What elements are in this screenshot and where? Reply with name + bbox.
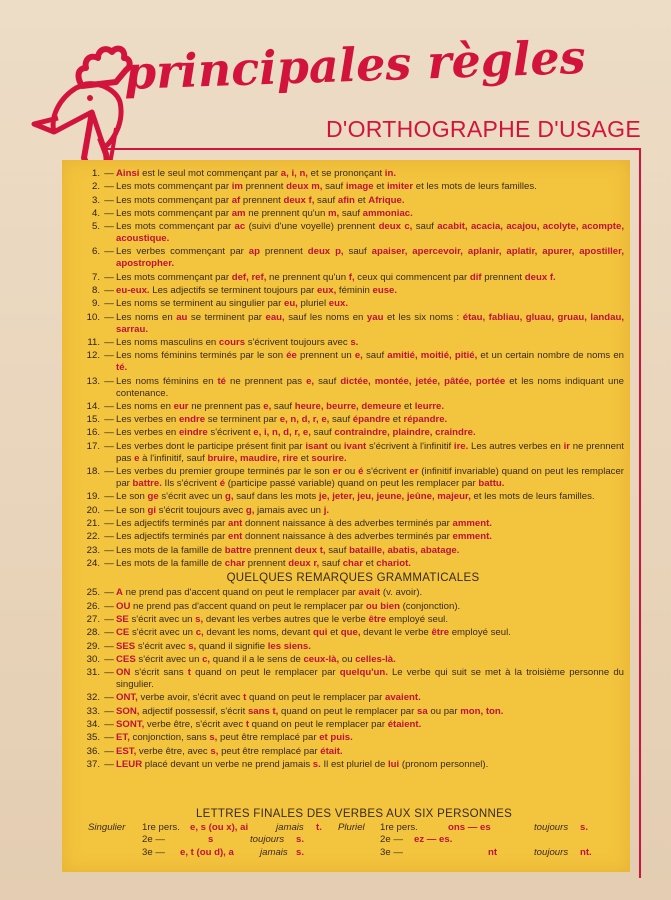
pl-final: s. (580, 821, 589, 833)
rule-item (82, 466, 624, 490)
rule-item (82, 614, 624, 626)
rule-dash: — (104, 692, 114, 704)
rule-item (82, 732, 624, 744)
rule-text: ET, conjonction, sans s, peut être remplacé par et puis. (116, 732, 353, 744)
sg-note: jamais (276, 821, 304, 833)
pl-ending: ons — es (448, 821, 491, 833)
rule-dash: — (104, 667, 114, 679)
rule-text: EST, verbe être, avec s, peut être remplacé par était. (116, 745, 343, 757)
rule-number: 31. (86, 667, 100, 679)
rule-number: 21. (86, 517, 100, 529)
rule-text: Les verbes dont le participe présent finit par isant ou ivant s'écrivent à l'infinitif ire. Les autres verbes en ir ne prennent pas e à l'infinitif, sauf bruire, maudire, rire et sourire. (116, 440, 624, 464)
pl-person: 2e — (380, 834, 403, 846)
rule-number: 8. (91, 285, 100, 297)
rule-item (82, 759, 624, 771)
rule-dash: — (104, 705, 114, 717)
rule-number: 35. (86, 732, 100, 744)
rule-text: CE s'écrit avec un c, devant les noms, devant qui et que, devant le verbe être employé seul. (116, 627, 511, 639)
rule-number: 11. (87, 336, 100, 348)
rule-item (82, 401, 624, 413)
rule-number: 6. (91, 246, 100, 258)
rule-item (82, 558, 624, 570)
rule-number: 1. (91, 168, 100, 179)
rule-number: 23. (86, 544, 100, 556)
rule-item (82, 719, 624, 731)
pl-note: toujours (534, 846, 569, 858)
rule-item (82, 587, 624, 599)
rule-dash: — (104, 653, 114, 665)
title-subtitle: D'ORTHOGRAPHE D'USAGE (326, 116, 641, 142)
rule-item (82, 195, 624, 207)
rule-number: 19. (86, 491, 100, 503)
rule-item (82, 414, 624, 426)
rule-text: Les adjectifs terminés par ent donnent naissance à des adverbes terminés par emment. (116, 531, 492, 543)
rule-item (82, 285, 624, 297)
rule-number: 29. (86, 640, 100, 652)
rule-item (82, 531, 624, 543)
rule-text: Les noms en eur ne prennent pas e, sauf heure, beurre, demeure et leurre. (116, 400, 445, 412)
rule-dash: — (104, 311, 114, 323)
rule-dash: — (104, 732, 114, 744)
rule-text: Les verbes du premier groupe terminés par le son er ou é s'écrivent er (infinitif invariable) quand on peut les remplacer par battre. Ils s'écrivent é (participe passé variable) quand on peut les remplacer par battu. (116, 466, 624, 490)
rule-text: Le son ge s'écrit avec un g, sauf dans les mots je, jeter, jeu, jeune, jeûne, majeur, et les mots de leurs familles. (116, 491, 595, 503)
rule-text: Les noms en au se terminent par eau, sauf les noms en yau et les six noms : étau, fabliau, gluau, gruau, landau, sarrau. (116, 311, 624, 335)
rule-dash: — (104, 221, 114, 233)
rule-item (82, 601, 624, 613)
rule-number: 10. (86, 311, 100, 323)
rule-number: 27. (86, 613, 100, 625)
rule-text: SES s'écrit avec s, quand il signifie les siens. (116, 640, 311, 652)
rule-dash: — (104, 745, 114, 757)
rule-dash: — (104, 627, 114, 639)
rules-group (82, 168, 624, 570)
rule-dash: — (104, 207, 114, 219)
rule-text: ON s'écrit sans t quand on peut le remplacer par quelqu'un. Le verbe qui suit se met à la troisième personne du singulier. (116, 667, 625, 691)
rule-text: Les verbes commençant par ap prennent deux p, sauf apaiser, apercevoir, aplanir, aplatir, apurer, apostiller, apostropher. (116, 246, 624, 270)
rule-dash: — (104, 414, 114, 426)
pl-person: 3e — (380, 846, 403, 858)
rule-dash: — (104, 181, 114, 193)
rule-item (82, 181, 624, 193)
title-script: principales règles (123, 29, 587, 100)
pl-final: nt. (580, 846, 592, 858)
rule-dash: — (104, 400, 114, 412)
rule-dash: — (104, 613, 114, 625)
rule-text: eu-eux. Les adjectifs se terminent toujours par eux, féminin euse. (116, 285, 398, 297)
rule-text: ONT, verbe avoir, s'écrit avec t quand on peut le remplacer par avaient. (116, 692, 421, 704)
rule-item (82, 518, 624, 530)
sg-note: jamais (260, 846, 288, 858)
rules-list (82, 168, 624, 772)
rule-number: 33. (86, 705, 100, 717)
rule-item (82, 491, 624, 503)
rule-dash: — (104, 640, 114, 652)
rule-item (82, 654, 624, 666)
rule-text: Ainsi est le seul mot commençant par a, i, n, et se prononçant in. (116, 168, 396, 179)
rule-text: Les verbes en endre se terminent par e, n, d, r, e, sauf épandre et répandre. (116, 414, 448, 426)
rule-item (82, 168, 624, 180)
rule-text: SON, adjectif possessif, s'écrit sans t, quand on peut le remplacer par sa ou par mon, ton. (116, 705, 504, 717)
rule-dash: — (104, 194, 114, 206)
rule-number: 9. (91, 298, 100, 310)
sg-person: 2e — (142, 834, 165, 846)
sg-person: 1re pers. (142, 821, 180, 833)
rule-dash: — (104, 504, 114, 516)
rule-number: 37. (86, 758, 100, 770)
rule-dash: — (104, 491, 114, 503)
rule-dash: — (104, 336, 114, 348)
rule-text: Les noms féminins en té ne prennent pas e, sauf dictée, montée, jetée, pâtée, portée et les noms indiquant une contenance. (116, 375, 624, 399)
rule-item (82, 627, 624, 639)
rule-text: SONT, verbe être, s'écrit avec t quand on peut le remplacer par étaient. (116, 719, 422, 730)
sg-ending: e, s (ou x), ai (190, 821, 249, 833)
rule-dash: — (104, 168, 114, 179)
rule-number: 26. (86, 600, 100, 612)
rule-item (82, 246, 624, 270)
rule-text: CES s'écrit avec un c, quand il a le sens de ceux-là, ou celles-là. (116, 653, 396, 665)
rule-number: 28. (86, 627, 100, 639)
rule-number: 13. (86, 375, 100, 387)
rule-item (82, 706, 624, 718)
rule-text: Les mots de la famille de battre prennent deux t, sauf bataille, abatis, abatage. (116, 544, 460, 556)
frame-line-top (104, 148, 641, 150)
rule-number: 24. (86, 557, 100, 569)
rule-dash: — (104, 271, 114, 283)
rule-item (82, 505, 624, 517)
rule-dash: — (104, 440, 114, 452)
verb-row-1 (84, 822, 624, 835)
rule-text: OU ne prend pas d'accent quand on peut le remplacer par ou bien (conjonction). (116, 600, 461, 612)
rule-item (82, 376, 624, 400)
rule-text: A ne prend pas d'accent quand on peut le remplacer par avait (v. avoir). (116, 587, 423, 599)
rule-dash: — (104, 298, 114, 310)
rule-dash: — (104, 719, 114, 730)
rule-item (82, 641, 624, 653)
pl-ending: nt (488, 846, 498, 858)
rule-item (82, 427, 624, 439)
verb-row-2 (84, 834, 624, 847)
rule-number: 22. (86, 531, 100, 543)
rule-dash: — (104, 285, 114, 297)
singulier-label: Singulier (88, 821, 126, 833)
rule-dash: — (104, 246, 114, 258)
sg-ending: e, t (ou d), a (180, 846, 234, 858)
pl-person: 1re pers. (380, 821, 418, 833)
sg-person: 3e — (142, 846, 165, 858)
rule-text: Les noms masculins en cours s'écrivent toujours avec s. (116, 336, 359, 348)
rule-number: 3. (91, 194, 100, 206)
pluriel-label: Pluriel (338, 821, 365, 833)
rule-dash: — (104, 557, 114, 569)
rule-text: Les mots commençant par ac (suivi d'une voyelle) prennent deux c, sauf acabit, acacia, acajou, acolyte, acompte, acoustique. (116, 221, 624, 245)
rule-text: Les verbes en eindre s'écrivent e, i, n, d, r, e, sauf contraindre, plaindre, craindre. (116, 427, 476, 439)
rule-text: Les mots commençant par af prennent deux f, sauf afin et Afrique. (116, 194, 405, 206)
rule-dash: — (104, 531, 114, 543)
pl-ending: ez — es. (414, 834, 453, 846)
rule-item (82, 312, 624, 336)
frame-line-right (639, 148, 641, 878)
verb-endings-title: LETTRES FINALES DES VERBES AUX SIX PERSONNES (195, 808, 513, 820)
section-heading: QUELQUES REMARQUES GRAMMATICALES (226, 571, 480, 584)
rule-dash: — (104, 587, 114, 599)
rule-dash: — (104, 375, 114, 387)
rule-text: SE s'écrit avec un s, devant les verbes autres que le verbe être employé seul. (116, 613, 448, 625)
rule-number: 32. (86, 692, 100, 704)
rule-item (82, 746, 624, 758)
rule-number: 4. (91, 207, 100, 219)
rule-number: 15. (86, 414, 100, 426)
rule-dash: — (104, 600, 114, 612)
rule-number: 2. (91, 181, 100, 193)
rule-dash: — (104, 544, 114, 556)
rule-number: 12. (86, 350, 100, 362)
rule-item (82, 208, 624, 220)
rule-item (82, 545, 624, 557)
pl-note: toujours (534, 821, 569, 833)
rule-text: Les mots commençant par def, ref, ne prennent qu'un f, ceux qui commencent par dif prennent deux f. (116, 271, 556, 283)
rule-text: Le son gi s'écrit toujours avec g, jamais avec un j. (116, 504, 330, 516)
sg-final: s. (296, 834, 305, 846)
rule-text: Les noms féminins terminés par le son ée prennent un e, sauf amitié, moitié, pitié, et un certain nombre de noms en té. (116, 350, 625, 374)
rule-text: Les adjectifs terminés par ant donnent naissance à des adverbes terminés par amment. (116, 517, 492, 529)
rule-number: 7. (91, 271, 100, 283)
rule-item (82, 221, 624, 245)
rule-dash: — (104, 466, 114, 478)
rule-dash: — (104, 758, 114, 770)
rule-item (82, 667, 624, 691)
rule-number: 30. (86, 653, 100, 665)
sg-ending: s (208, 834, 214, 846)
rule-dash: — (104, 427, 114, 439)
rule-number: 14. (86, 400, 100, 412)
rule-item (82, 692, 624, 704)
rule-number: 34. (86, 719, 100, 730)
rule-dash: — (104, 350, 114, 362)
rule-number: 25. (86, 587, 100, 599)
rule-number: 5. (91, 221, 100, 233)
rule-number: 36. (86, 745, 100, 757)
sg-final: s. (296, 846, 305, 858)
rule-number: 18. (86, 466, 100, 478)
rule-text: Les mots de la famille de char prennent deux r, sauf char et chariot. (116, 557, 411, 569)
rule-text: Les noms se terminent au singulier par eu, pluriel eux. (116, 298, 348, 310)
rule-item (82, 337, 624, 349)
rule-number: 20. (86, 504, 100, 516)
rule-text: Les mots commençant par im prennent deux m, sauf image et imiter et les mots de leurs familles. (116, 181, 537, 193)
verb-endings-table (84, 808, 624, 859)
rule-number: 17. (86, 440, 100, 452)
sg-final: t. (316, 821, 322, 833)
rule-item (82, 350, 624, 374)
rule-text: Les mots commençant par am ne prennent qu'un m, sauf ammoniac. (116, 207, 413, 219)
rule-item (82, 298, 624, 310)
sg-note: toujours (250, 834, 285, 846)
rule-item (82, 272, 624, 284)
rule-number: 16. (86, 427, 100, 439)
verb-row-3 (84, 847, 624, 860)
rule-dash: — (104, 517, 114, 529)
rule-text: LEUR placé devant un verbe ne prend jamais s. Il est pluriel de lui (pronom personnel). (116, 758, 489, 770)
rule-item (82, 441, 624, 465)
remarks-group (82, 587, 624, 771)
